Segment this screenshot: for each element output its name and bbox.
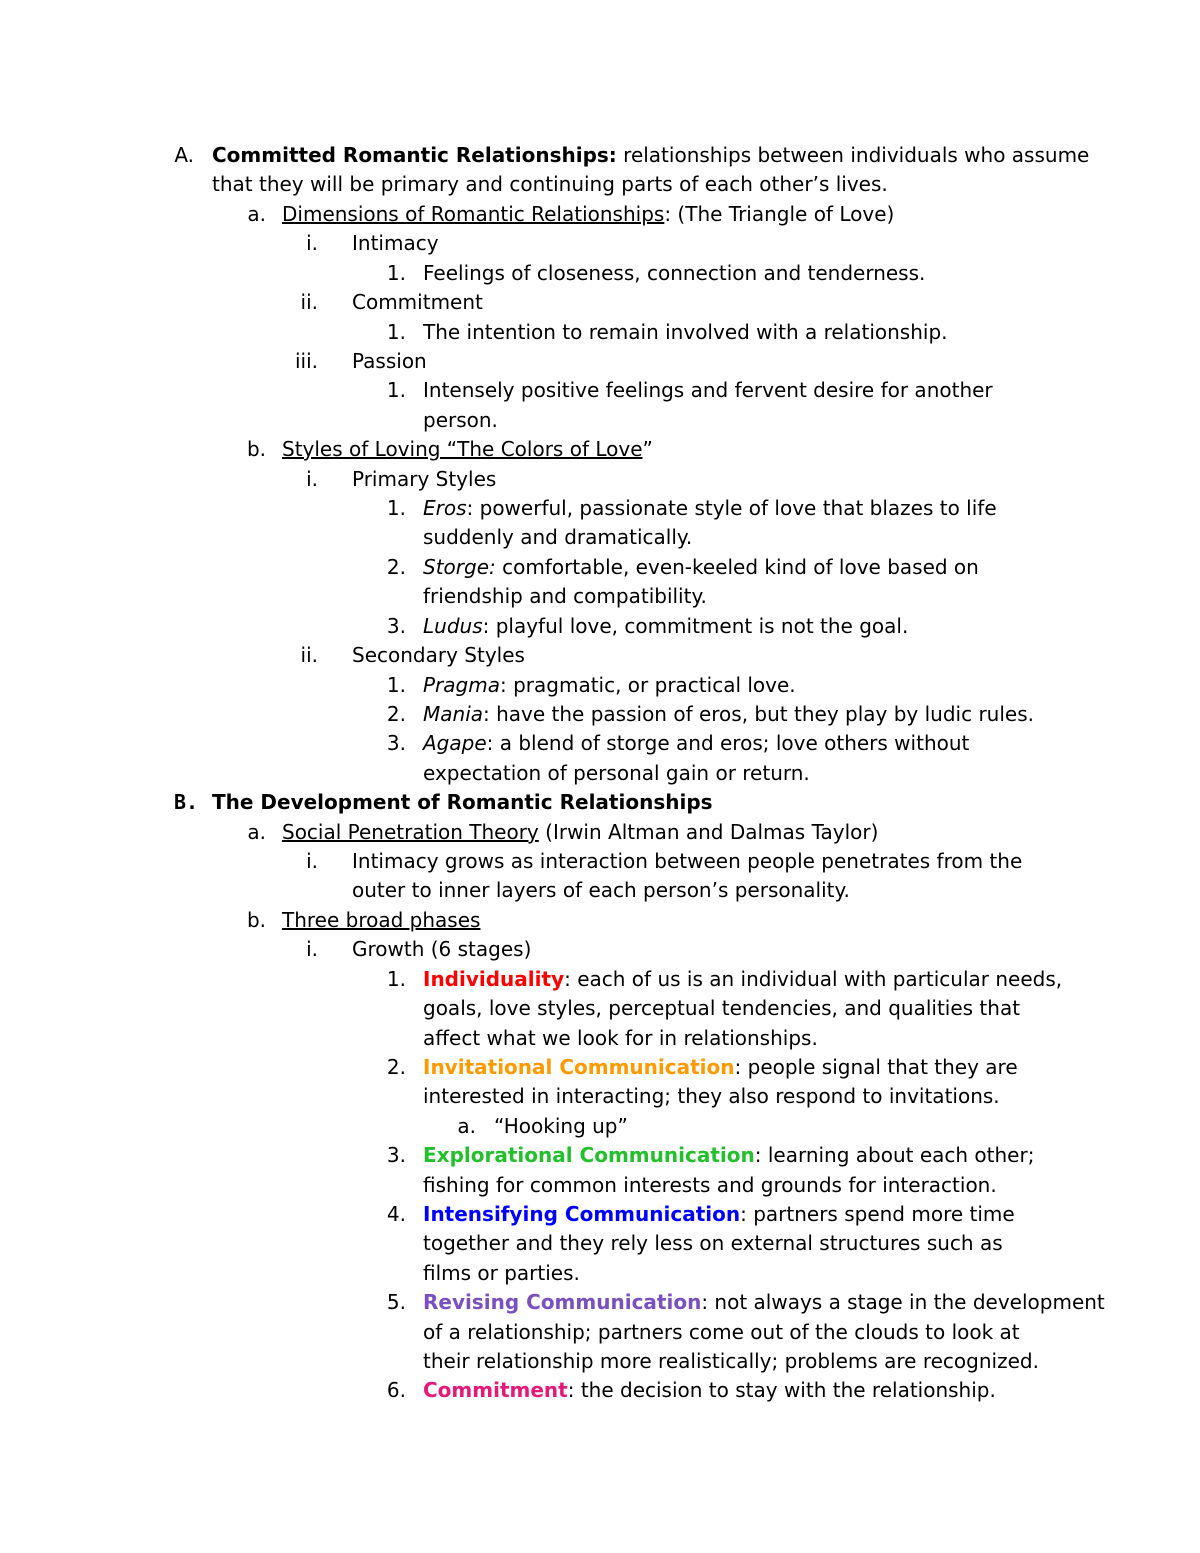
dimensions-colon: : [664,202,672,226]
a-a-marker: a. [247,202,266,226]
stage-2-colon: : [734,1055,742,1079]
growth-marker: i. [306,937,318,961]
agape-line-1 [423,729,969,759]
eros-text-2: suddenly and dramatically. [423,525,693,549]
stage-6-line-1 [423,1376,996,1406]
stage-6-marker: 6. [386,1378,406,1402]
stage-3-colon: : [754,1143,762,1167]
ludus-text-1: playful love, commitment is not the goal. [489,614,909,638]
commitment-label: Commitment [352,290,483,314]
stage-6-colon: : [567,1378,575,1402]
storge-text-1: comfortable, even-keeled kind of love based on [495,555,979,579]
section-b-marker: B. [174,790,199,814]
spt-item-text-1: Intimacy grows as interaction between people penetrates from the [352,849,1023,873]
stage-2-sub-text: “Hooking up” [494,1114,628,1138]
secondary-marker: ii. [300,643,318,667]
commitment-sub-marker: 1. [386,320,406,344]
stage-5-text-3: their relationship more realistically; problems are recognized. [423,1349,1039,1373]
eros-term: Eros [423,496,467,520]
dimensions-title: Dimensions of Romantic Relationships [282,202,665,226]
primary-label: Primary Styles [352,467,497,491]
stage-1-colon: : [564,967,571,991]
phases-title: Three broad phases [282,908,481,932]
stage-5-line-1 [423,1288,1105,1318]
passion-sub-text-2: person. [423,408,498,432]
mania-line-1 [423,700,1034,730]
styles-title: Styles of Loving “The Colors of Love [282,437,643,461]
eros-colon: : [466,496,474,520]
stage-1-text-1: each of us is an individual with particular needs, [570,967,1063,991]
section-a-def-part1: relationships between individuals who assume [616,143,1090,167]
section-a-term: Committed Romantic Relationships: [212,143,617,167]
storge-marker: 2. [386,555,406,579]
stage-5-marker: 5. [386,1290,406,1314]
stage-2-text-2: interested in interacting; they also respond to invitations. [423,1084,1000,1108]
dimensions-heading [282,200,894,230]
agape-colon: : [486,731,494,755]
pragma-line-1 [423,671,796,701]
stage-2-term: Invitational Communication [423,1055,735,1079]
stage-4-text-3: films or parties. [423,1261,580,1285]
passion-marker: iii. [294,349,318,373]
stage-4-marker: 4. [386,1202,406,1226]
stage-1-marker: 1. [386,967,406,991]
pragma-term: Pragma [423,673,500,697]
secondary-label: Secondary Styles [352,643,525,667]
agape-text-1: a blend of storge and eros; love others without [493,731,970,755]
growth-label: Growth (6 stages) [352,937,532,961]
stage-3-line-1 [423,1141,1034,1171]
stage-6-text-1: the decision to stay with the relationship. [574,1378,996,1402]
pragma-text-1: pragmatic, or practical love. [506,673,796,697]
stage-5-text-2: of a relationship; partners come out of the clouds to look at [423,1320,1020,1344]
stage-5-text-1: not always a stage in the development [708,1290,1105,1314]
passion-label: Passion [352,349,427,373]
passion-sub-marker: 1. [386,378,406,402]
stage-4-line-1 [423,1200,1015,1230]
storge-line-1 [423,553,979,583]
passion-sub-text-1: Intensely positive feelings and fervent desire for another [423,378,993,402]
section-a-marker: A. [174,143,194,167]
a-b-marker: b. [246,437,266,461]
stage-1-text-3: affect what we look for in relationships. [423,1026,818,1050]
intimacy-marker: i. [306,231,318,255]
ludus-line-1 [423,612,908,642]
agape-term: Agape [423,731,487,755]
intimacy-sub-text: Feelings of closeness, connection and tenderness. [423,261,926,285]
pragma-colon: : [499,673,507,697]
spt-item-marker: i. [306,849,318,873]
agape-text-2: expectation of personal gain or return. [423,761,810,785]
stage-4-text-1: partners spend more time [746,1202,1015,1226]
b-a-marker: a. [247,820,266,844]
ludus-term: Ludus [423,614,483,638]
stage-3-text-2: fishing for common interests and grounds for interaction. [423,1173,997,1197]
spt-heading [282,818,878,848]
stage-3-term: Explorational Communication [423,1143,755,1167]
stage-2-sub-marker: a. [457,1114,476,1138]
spt-title: Social Penetration Theory [282,820,539,844]
eros-line-1 [423,494,997,524]
intimacy-sub-marker: 1. [386,261,406,285]
stage-4-term: Intensifying Communication [423,1202,741,1226]
dimensions-rest: (The Triangle of Love) [671,202,895,226]
intimacy-label: Intimacy [352,231,439,255]
commitment-sub-text: The intention to remain involved with a relationship. [423,320,948,344]
stage-6-term: Commitment [423,1378,568,1402]
commitment-marker: ii. [300,290,318,314]
stage-3-text-1: learning about each other; [761,1143,1035,1167]
section-a-line-1 [212,141,1089,171]
stage-3-marker: 3. [386,1143,406,1167]
section-a-def-part2: that they will be primary and continuing parts of each other’s lives. [212,172,888,196]
eros-text-1: powerful, passionate style of love that blazes to life [473,496,997,520]
styles-rest: ” [642,437,653,461]
storge-term: Storge: [423,555,496,579]
agape-marker: 3. [386,731,406,755]
mania-colon: : [483,702,490,726]
ludus-colon: : [482,614,490,638]
ludus-marker: 3. [386,614,406,638]
stage-4-text-2: together and they rely less on external structures such as [423,1231,1003,1255]
stage-4-colon: : [740,1202,747,1226]
stage-2-marker: 2. [386,1055,406,1079]
b-b-marker: b. [246,908,266,932]
section-b-title: The Development of Romantic Relationships [212,790,713,814]
stage-5-term: Revising Communication [423,1290,702,1314]
storge-text-2: friendship and compatibility. [423,584,707,608]
spt-item-text-2: outer to inner layers of each person’s personality. [352,878,850,902]
stage-1-term: Individuality [423,967,565,991]
spt-rest: (Irwin Altman and Dalmas Taylor) [538,820,879,844]
styles-heading [282,435,653,465]
stage-2-text-1: people signal that they are [741,1055,1018,1079]
stage-1-line-1 [423,965,1062,995]
eros-marker: 1. [386,496,406,520]
mania-marker: 2. [386,702,406,726]
stage-5-colon: : [701,1290,709,1314]
stage-2-line-1 [423,1053,1018,1083]
pragma-marker: 1. [386,673,406,697]
primary-marker: i. [306,467,318,491]
mania-text-1: have the passion of eros, but they play by ludic rules. [489,702,1034,726]
stage-1-text-2: goals, love styles, perceptual tendencies, and qualities that [423,996,1021,1020]
mania-term: Mania [423,702,483,726]
